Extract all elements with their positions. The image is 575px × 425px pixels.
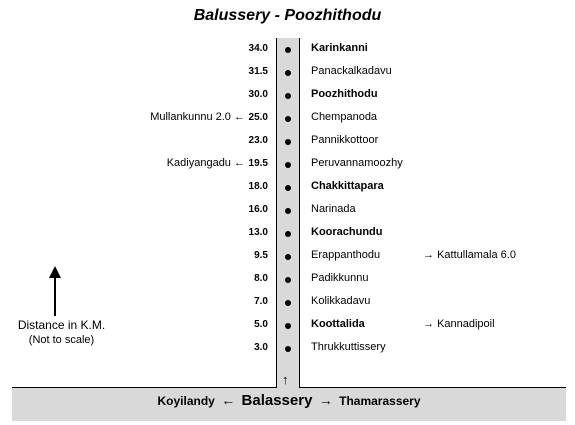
stop-row: [0, 246, 575, 268]
stop-row: [0, 131, 575, 153]
right-arrow-icon: →: [423, 249, 434, 261]
stop-name: Karinkanni: [311, 42, 368, 54]
stop-name: Poozhithodu: [311, 88, 378, 100]
stop-row: [0, 177, 575, 199]
stop-dot-icon: [285, 208, 291, 214]
stop-name: Kolikkadavu: [311, 295, 371, 307]
branch-road-label: Kadiyangadu: [166, 157, 231, 169]
stop-row: [0, 39, 575, 61]
stop-km: 18.0: [248, 181, 268, 192]
stop-name: Pannikkottoor: [311, 134, 379, 146]
branch-road-label: Mullankunnu 2.0: [150, 111, 231, 123]
map-title: Balussery - Poozhithodu: [193, 7, 382, 24]
left-arrow-icon: ←: [234, 111, 245, 123]
stop-dot-icon: [285, 70, 291, 76]
stop-name: Narinada: [311, 203, 356, 215]
stop-km: 5.0: [254, 319, 268, 330]
branch-road-right: [423, 318, 495, 330]
stop-name: Erappanthodu: [311, 249, 381, 261]
stop-dot-icon: [285, 93, 291, 99]
right-arrow-icon: →: [318, 392, 333, 408]
stop-dot-icon: [285, 47, 291, 53]
stop-km: 25.0: [248, 112, 268, 123]
stop-row: [0, 85, 575, 107]
branch-road-label: Kannadipoil: [437, 318, 495, 330]
junction-right-town: Thamarassery: [339, 394, 421, 408]
stop-km: 34.0: [248, 43, 268, 54]
stop-row: [0, 292, 575, 314]
stop-dot-icon: [285, 185, 291, 191]
stop-dot-icon: [285, 116, 291, 122]
stop-dot-icon: [285, 231, 291, 237]
branch-road-label: Kattullamala 6.0: [437, 249, 516, 261]
stop-dot-icon: [285, 277, 291, 283]
stop-name: Padikkunnu: [311, 272, 369, 284]
stop-row: [0, 108, 575, 130]
up-arrow-icon: ↑: [282, 372, 289, 387]
stop-km: 9.5: [254, 250, 268, 261]
stop-dot-icon: [285, 323, 291, 329]
stop-km: 19.5: [248, 158, 268, 169]
branch-road-right: [423, 249, 516, 261]
stop-row: [0, 62, 575, 84]
stop-km: 30.0: [248, 89, 268, 100]
stop-name: Chakkittapara: [311, 180, 384, 192]
stop-km: 16.0: [248, 204, 268, 215]
stop-dot-icon: [285, 139, 291, 145]
distance-legend-label: Distance in K.M.: [17, 318, 106, 332]
stop-name: Thrukkuttissery: [311, 341, 386, 353]
stop-km: 13.0: [248, 227, 268, 238]
stop-dot-icon: [285, 300, 291, 306]
stop-name: Koottalida: [311, 318, 365, 330]
stop-km: 31.5: [248, 66, 268, 77]
junction-center-town: Balassery: [241, 392, 313, 409]
stop-name: Chempanoda: [311, 111, 378, 123]
stop-row: [0, 223, 575, 245]
stop-dot-icon: [285, 254, 291, 260]
stop-km: 7.0: [254, 296, 268, 307]
stop-km: 23.0: [248, 135, 268, 146]
stop-dot-icon: [285, 346, 291, 352]
stop-dot-icon: [285, 162, 291, 168]
stop-name: Koorachundu: [311, 226, 383, 238]
branch-road-left: [167, 157, 245, 169]
branch-road-left: [150, 111, 245, 123]
distance-legend: [4, 318, 119, 348]
left-arrow-icon: ←: [234, 157, 245, 169]
right-arrow-icon: →: [423, 318, 434, 330]
distance-legend-note: (Not to scale): [28, 334, 95, 346]
stop-km: 8.0: [254, 273, 268, 284]
stop-row: [0, 269, 575, 291]
junction-label-row: [12, 392, 566, 409]
stop-row: [0, 154, 575, 176]
stop-name: Peruvannamoozhy: [311, 157, 403, 169]
left-arrow-icon: ←: [221, 392, 236, 408]
up-arrow-icon: [47, 266, 63, 316]
stop-row: [0, 200, 575, 222]
stop-km: 3.0: [254, 342, 268, 353]
stop-name: Panackalkadavu: [311, 65, 392, 77]
junction-left-town: Koyilandy: [157, 394, 215, 408]
